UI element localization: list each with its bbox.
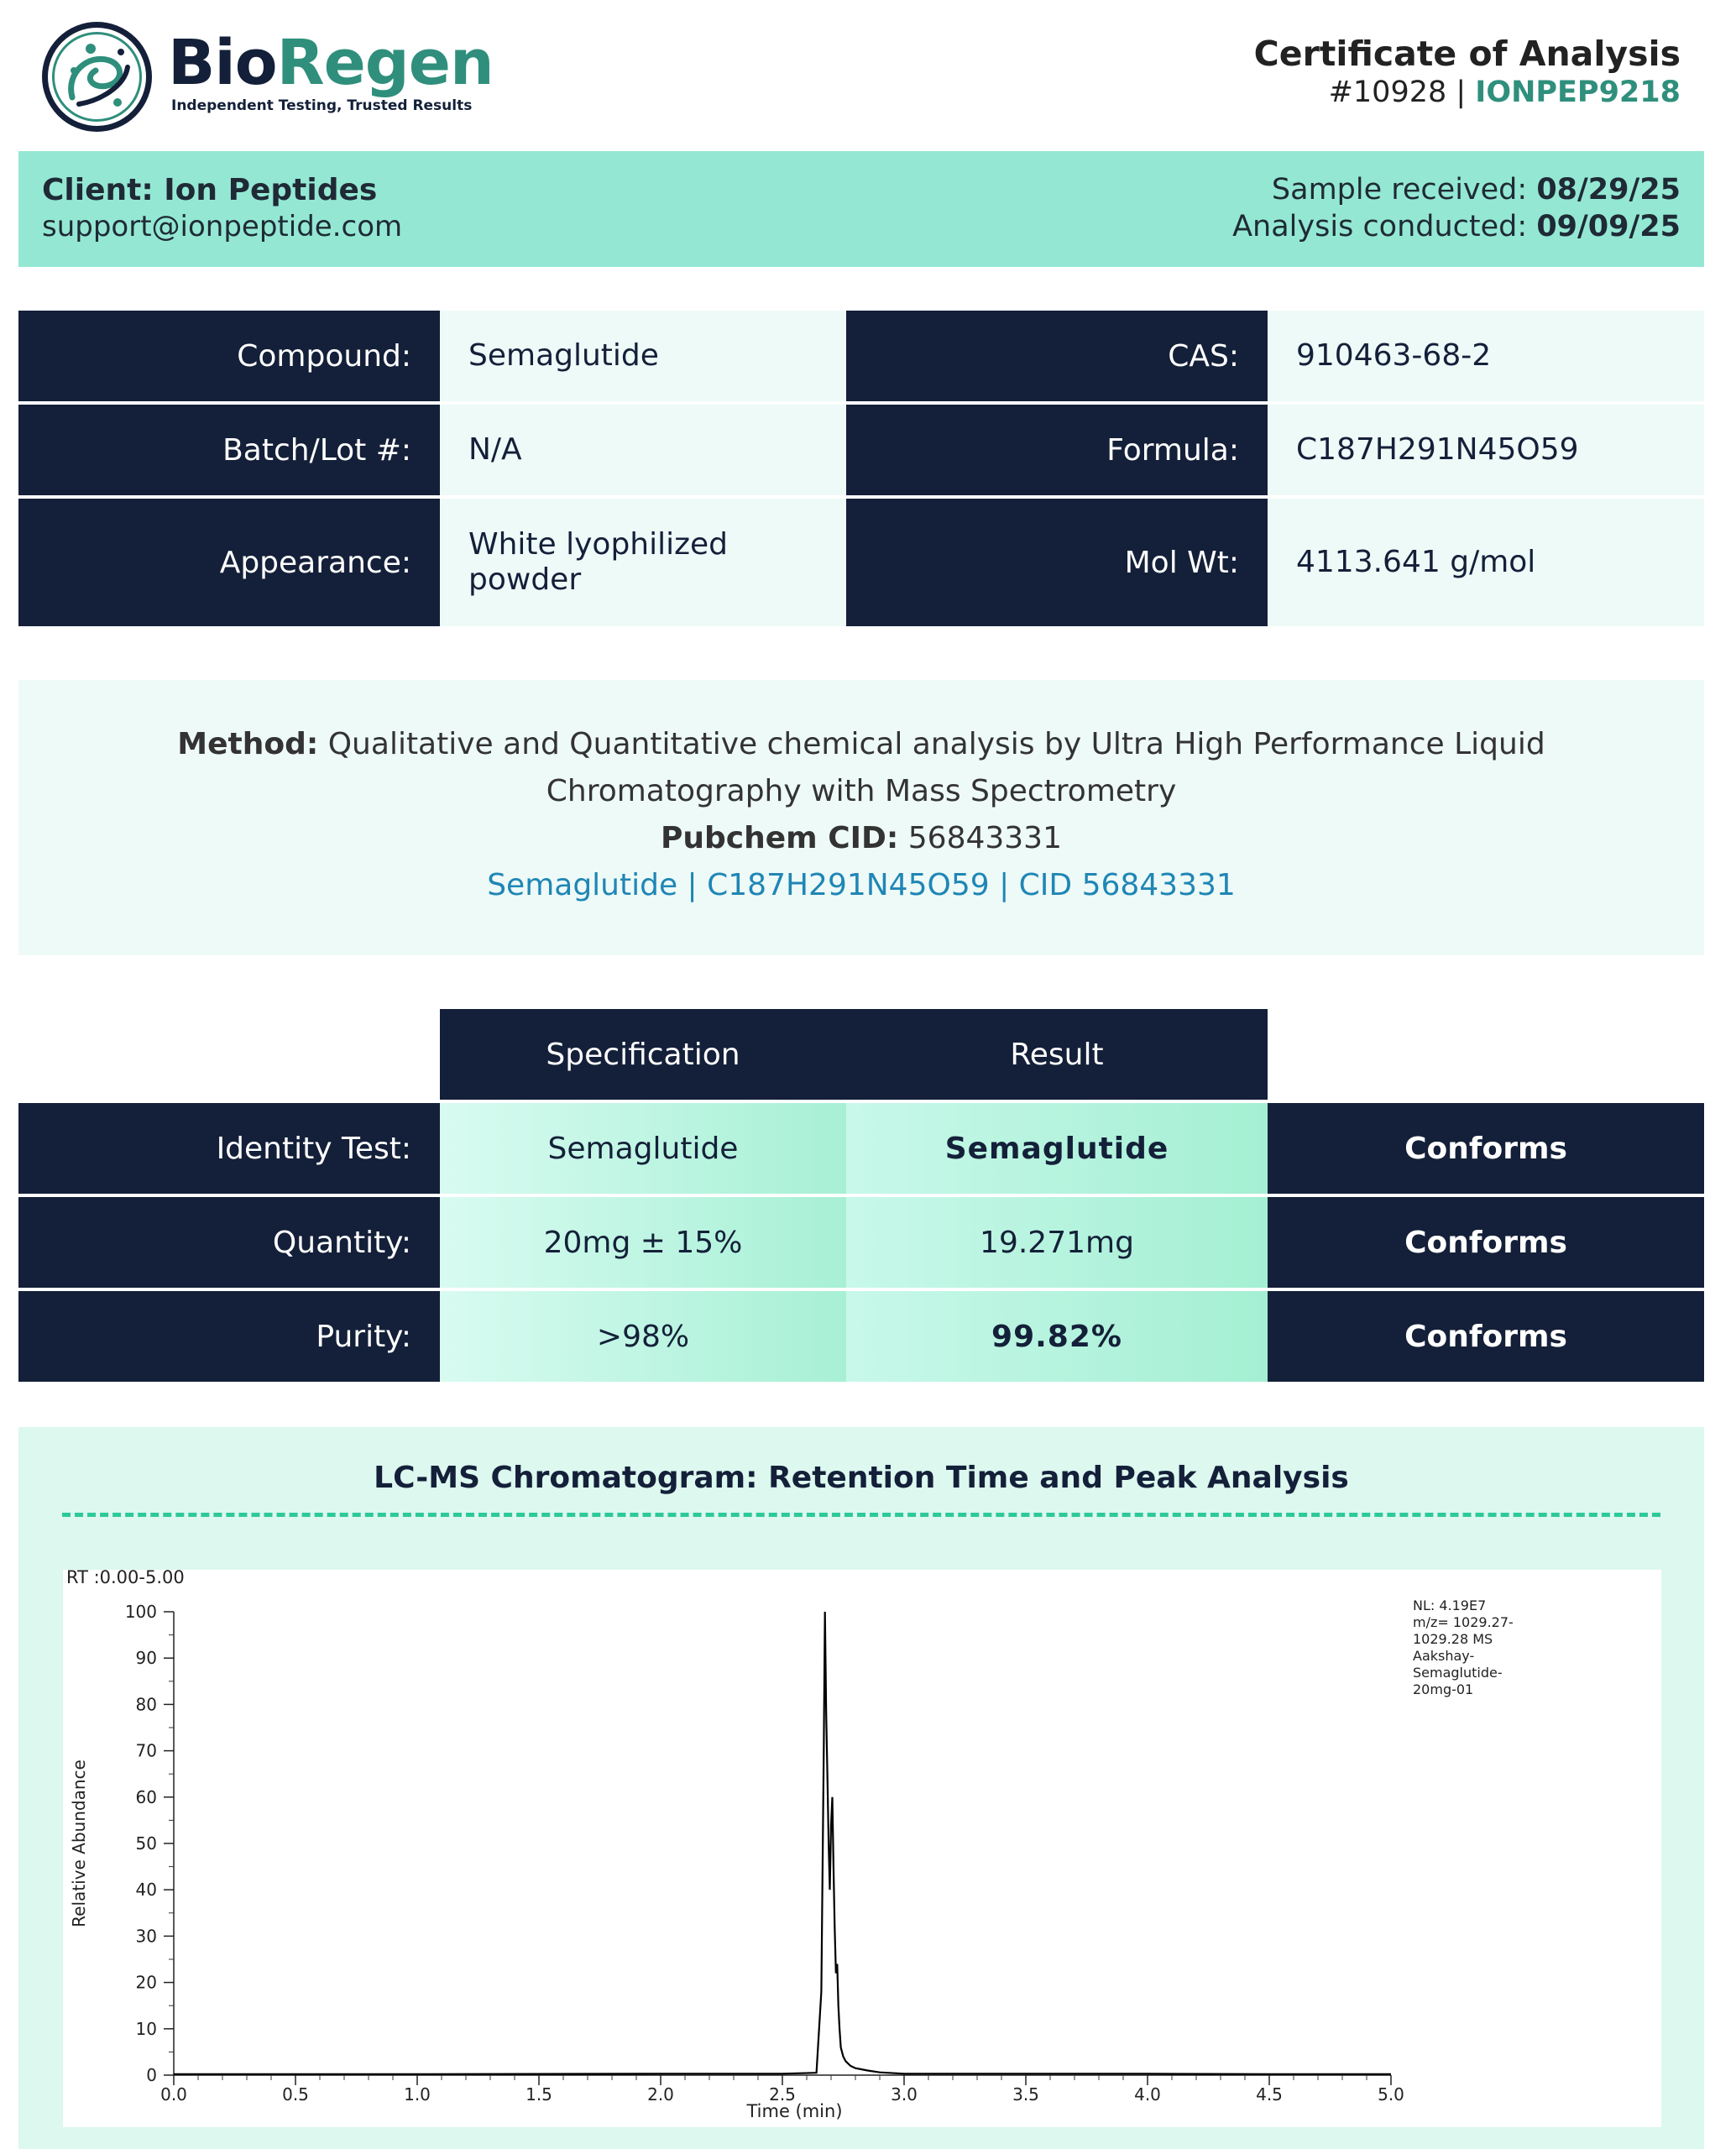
status-badge: Conforms	[1268, 1197, 1704, 1288]
chromatogram-plot	[63, 1570, 1661, 2127]
brand-tagline: Independent Testing, Trusted Results	[171, 97, 473, 114]
result-row-identity	[18, 1103, 1704, 1194]
analysis-conducted: Analysis conducted: 09/09/25	[1232, 210, 1681, 243]
method-line-1: Method: Qualitative and Quantitative chemical analysis by Ultra High Performance Liquid	[177, 727, 1545, 761]
formula-value: C187H291N45O59	[1268, 405, 1704, 495]
status-badge: Conforms	[1268, 1103, 1704, 1194]
compound-label: Compound:	[18, 311, 440, 401]
spec-value: 20mg ± 15%	[440, 1197, 846, 1288]
molwt-value: 4113.641 g/mol	[1268, 499, 1704, 626]
cas-label: CAS:	[846, 311, 1268, 401]
result-row-quantity	[18, 1197, 1704, 1288]
client-name: Client: Ion Peptides	[42, 173, 378, 207]
method-label: Method:	[177, 727, 319, 761]
certificate-code: IONPEP9218	[1475, 76, 1681, 109]
chromatogram-chart	[63, 1570, 1661, 2127]
info-row-compound	[18, 311, 1704, 401]
y-tick-label: 60	[135, 1786, 157, 1807]
certificate-number: #10928 | IONPEP9218	[1328, 76, 1681, 109]
spec-value: >98%	[440, 1291, 846, 1382]
logo-emblem-icon	[40, 20, 154, 133]
appearance-value: White lyophilized powder	[440, 499, 846, 626]
cas-value: 910463-68-2	[1268, 311, 1704, 401]
certificate-page	[18, 0, 1704, 2149]
row-label: Purity:	[18, 1291, 440, 1382]
result-value: 19.271mg	[846, 1197, 1268, 1288]
annotation-line: 20mg-01	[1413, 1681, 1474, 1697]
chromatogram-section	[18, 1427, 1704, 2149]
spec-value: Semaglutide	[440, 1103, 846, 1194]
annotation-line: NL: 4.19E7	[1413, 1597, 1487, 1613]
annotation-line: m/z= 1029.27-	[1413, 1614, 1514, 1630]
chromatogram-title: LC-MS Chromatogram: Retention Time and Peak Analysis	[374, 1461, 1349, 1495]
dates-info	[862, 151, 1704, 267]
result-value: Semaglutide	[846, 1103, 1268, 1194]
x-tick-label: 5.0	[1378, 2084, 1404, 2105]
dashed-divider	[62, 1513, 1660, 1517]
y-tick-label: 0	[146, 2065, 157, 2085]
series-line	[174, 1612, 1391, 2074]
pubchem-line: Pubchem CID: 56843331	[661, 821, 1062, 855]
batch-value: N/A	[440, 405, 846, 495]
y-tick-label: 10	[135, 2018, 157, 2039]
pubchem-link[interactable]: Semaglutide | C187H291N45O59 | CID 56843331	[487, 868, 1236, 902]
sample-received: Sample received: 08/29/25	[1271, 173, 1681, 207]
client-band	[18, 151, 1704, 267]
x-tick-label: 2.0	[647, 2084, 674, 2105]
y-tick-label: 40	[135, 1880, 157, 1901]
x-tick-label: 0.0	[160, 2084, 187, 2105]
annotation-line: 1029.28 MS	[1413, 1631, 1493, 1647]
y-tick-label: 90	[135, 1648, 157, 1669]
y-tick-label: 20	[135, 1972, 157, 1993]
x-tick-label: 1.5	[526, 2084, 552, 2105]
y-tick-label: 100	[124, 1602, 157, 1622]
x-tick-label: 3.0	[891, 2084, 918, 2105]
method-section	[18, 680, 1704, 955]
annotation-line: Aakshay-	[1413, 1648, 1475, 1664]
row-label: Identity Test:	[18, 1103, 440, 1194]
x-tick-label: 0.5	[282, 2084, 309, 2105]
result-value: 99.82%	[846, 1291, 1268, 1382]
formula-label: Formula:	[846, 405, 1268, 495]
compound-value: Semaglutide	[440, 311, 846, 401]
y-tick-label: 70	[135, 1740, 157, 1761]
range-label: RT :0.00-5.00	[66, 1570, 185, 1587]
x-tick-label: 4.0	[1134, 2084, 1161, 2105]
y-tick-label: 50	[135, 1833, 157, 1854]
appearance-label: Appearance:	[18, 499, 440, 626]
brand-logo	[40, 20, 510, 133]
document-title: Certificate of Analysis	[1253, 34, 1681, 74]
result-row-purity	[18, 1291, 1704, 1382]
y-tick-label: 80	[135, 1694, 157, 1715]
pubchem-label: Pubchem CID:	[661, 821, 899, 855]
y-axis-label: Relative Abundance	[69, 1759, 89, 1927]
client-info	[18, 151, 860, 267]
molwt-label: Mol Wt:	[846, 499, 1268, 626]
batch-label: Batch/Lot #:	[18, 405, 440, 495]
info-row-appearance	[18, 499, 1704, 626]
x-tick-label: 1.0	[404, 2084, 431, 2105]
client-email: support@ionpeptide.com	[42, 210, 403, 243]
status-badge: Conforms	[1268, 1291, 1704, 1382]
x-tick-label: 3.5	[1012, 2084, 1039, 2105]
x-tick-label: 2.5	[769, 2084, 796, 2105]
annotation-line: Semaglutide-	[1413, 1665, 1503, 1681]
x-tick-label: 4.5	[1256, 2084, 1283, 2105]
column-header-specification: Specification	[440, 1009, 846, 1100]
method-line-2: Chromatography with Mass Spectrometry	[546, 774, 1177, 808]
row-label: Quantity:	[18, 1197, 440, 1288]
x-axis-label: Time (min)	[746, 2101, 843, 2121]
brand-name: BioRegen	[168, 27, 494, 99]
y-tick-label: 30	[135, 1926, 157, 1947]
info-row-batch	[18, 405, 1704, 495]
column-header-result: Result	[846, 1009, 1268, 1100]
